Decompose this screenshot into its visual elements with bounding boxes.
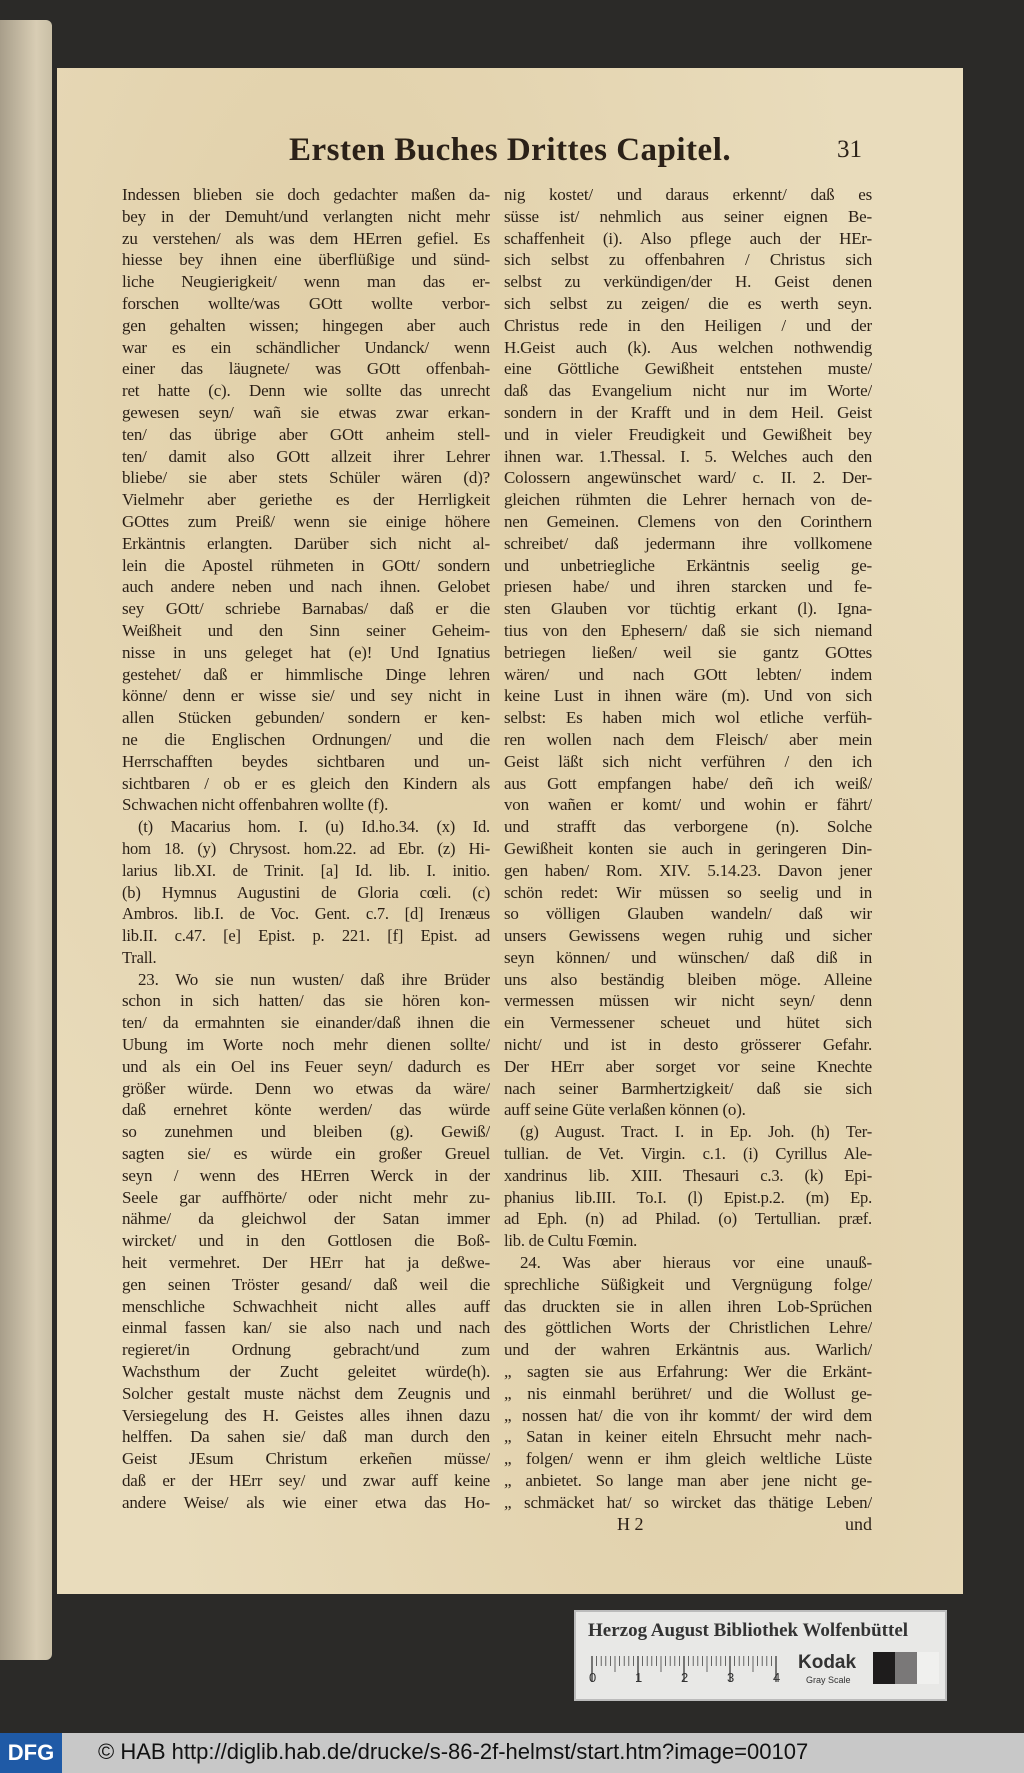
text-line: daß ernehret könte werden/ das würde [122,1100,490,1120]
text-line: sich selbst zu offenbahren / Christus sich [504,250,872,270]
text-line: eine Göttliche Gewißheit entstehen muste/ [504,359,872,379]
text-line: gen haben/ Rom. XIV. 5.14.23. Davon jener [504,860,872,880]
text-line: hiesse bey ihnen eine überflüßige und sünd- [122,250,490,270]
text-line: keine Lust in ihnen wäre (m). Und von sich [504,686,872,706]
text-line: sondern in der Krafft und in dem Heil. Geist [504,402,872,422]
text-line: nen Gemeinen. Clemens von den Corinthern [504,511,872,531]
footnote-line: hom 18. (y) Chrysost. hom.22. ad Ebr. (z) Hi- [122,838,490,858]
text-line: gestehet/ daß er himmlische Dinge lehren [122,664,490,684]
text-line: 23. Wo sie nun wusten/ daß ihre Brüder [138,969,490,989]
running-head: Ersten Buches Drittes Capitel. [289,132,732,168]
text-line: gen seinen Tröster gesand/ daß weil die [122,1274,490,1294]
text-line: priesen habe/ und ihren starcken und fe- [504,577,872,597]
signature-mark: H 2 [617,1514,644,1534]
text-line: heit vermehret. Der HErr hat ja deßwe- [122,1253,490,1273]
ruler-number: 4 [773,1670,781,1685]
text-line: schön redet: Wir müssen so seelig und in [504,882,872,902]
footnote-line: ad Eph. (n) ad Philad. (o) Tertullian. præf. [504,1209,872,1229]
text-line: könne/ denn er wisse sie/ und sey nicht in [122,686,490,706]
text-line: des göttlichen Worts der Christlichen Lehre/ [504,1318,872,1338]
text-line: „ sagten sie aus Erfahrung: Wer die Erkänt- [504,1362,872,1382]
text-line: menschliche Schwachheit nicht alles auff [122,1296,490,1316]
text-line: GOttes zum Preiß/ wenn sie einige höhere [122,511,490,531]
text-line: einer das läugnete/ was GOtt offenbah- [122,359,490,379]
text-line: selbst: Es haben mich wol etliche verfüh- [504,708,872,728]
text-line: und der wahren Erkäntnis aus. Warlich/ [504,1340,872,1360]
text-line: Indessen blieben sie doch gedachter maßen da- [122,185,490,204]
text-line: sprechliche Süßigkeit und Vergnügung folge/ [504,1274,872,1294]
text-line: zu verstehen/ als was dem HErren gefiel. Es [122,228,490,248]
book-page [57,68,963,1594]
text-line: „ schmäcket hat/ so wircket das thätige Leben/ [504,1492,872,1512]
dfg-logo: DFG [0,1733,62,1773]
footnote-line: (t) Macarius hom. I. (u) Id.ho.34. (x) Id. [138,817,490,837]
text-line: betriegen ließen/ weil sie gantz GOttes [504,642,872,662]
text-line: seyn können/ und wünschen/ daß diß in [504,947,872,967]
text-line: seyn / wenn des HErren Werck in der [122,1165,490,1185]
scan-color-target-label [574,1610,947,1701]
text-line: nig kostet/ und daraus erkennt/ daß es [504,185,872,204]
text-line: allen Stücken gebunden/ sondern er ken- [122,708,490,728]
text-line: Colossern angewünschet ward/ c. II. 2. Der- [504,468,872,488]
text-line: gewesen seyn/ wañ sie etwas zwar erkan- [122,402,490,422]
text-line: Wachsthum der Zucht geleitet würde(h). [122,1362,490,1382]
text-line: wircket/ und in den Gottlosen die Boß- [122,1231,490,1251]
text-line: uns also beständig bleiben möge. Alleine [504,969,872,989]
text-line: sey GOtt/ schriebe Barnabas/ daß er die [122,599,490,619]
text-line: liche Neugierigkeit/ wenn man das er- [122,272,490,292]
footer-bar [0,1733,1024,1773]
text-line: Geist JEsum Christum erkeñen müsse/ [122,1449,490,1469]
kodak-brand: Kodak [798,1652,857,1673]
text-line: auff seine Güte verlaßen können (o). [504,1100,746,1120]
text-line: „ Satan in keiner eiteln Ehrsucht mehr nach- [504,1427,872,1447]
text-line: Versiegelung des H. Geistes alles ihnen dazu [122,1405,490,1425]
text-line: ten/ das übrige aber GOtt anheim stell- [122,424,490,444]
text-line: nisse in uns geleget hat (e)! Und Ignatius [122,642,490,662]
footnote-line: lib.II. c.47. [e] Epist. p. 221. [f] Epist. ad [122,926,490,946]
text-line: ten/ damit also GOtt allzeit ihrer Lehrer [122,446,490,466]
ruler-number: 1 [635,1670,643,1685]
text-line: gleichen rühmten die Lehrer hernach von de- [504,490,872,510]
text-line: Weißheit und den Sinn seiner Geheim- [122,620,490,640]
text-line: und in vieler Freudigkeit und Gewißheit bey [504,424,872,444]
text-line: das druckten sie in allen ihren Lob-Sprüchen [504,1296,872,1316]
text-line: Vielmehr aber geriethe es der Herrligkeit [122,490,490,510]
text-line: „ nossen hat/ die von ihr kommt/ der wird dem [504,1405,872,1425]
footnote-line: Ambros. lib.I. de Voc. Gent. c.7. [d] Irenæus [122,904,490,924]
text-line: andere Weise/ als wie einer etwa das Ho- [122,1492,490,1512]
text-line: sten Glauben vor tüchtig erkant (l). Igna- [504,599,872,619]
text-line: so völligen Glauben wandeln/ daß wir [504,904,872,924]
footnote-line: lib. de Cultu Fœmin. [504,1231,638,1251]
text-line: „ nis einmahl berühret/ und die Wollust ge- [504,1383,872,1403]
text-line: Geist läßt sich nicht verführen / den ich [504,751,872,771]
text-line: Herrschafften beydes sichtbaren und un- [122,751,490,771]
text-line: bliebe/ sie aber stets Schüler wären (d)? [122,468,490,488]
footnote-line: (b) Hymnus Augustini de Gloria cœli. (c) [122,882,490,902]
text-line: ten/ da ermahnten sie einander/daß ihnen die [122,1013,490,1033]
footnote-line: xandrinus lib. XIII. Thesauri c.3. (k) Epi- [504,1165,872,1185]
text-line: Der HErr aber sorget vor seine Knechte [504,1056,872,1076]
text-line: daß das Evangelium nicht nur im Worte/ [504,381,872,401]
right-text-column [504,184,872,1514]
text-line: schreibet/ daß jedermann ihre vollkomene [504,533,872,553]
text-line: Gewißheit konten sie auch in geringeren Din- [504,838,872,858]
text-line: unsers Gewissens wegen ruhig und sicher [504,926,872,946]
text-line: wären/ und nach GOtt lebten/ indem [504,664,872,684]
text-line: „ anbietet. So lange man aber jene nicht ge- [504,1471,872,1491]
text-line: Erkäntnis erlangten. Darüber sich nicht al- [122,533,490,553]
text-line: schon in sich hatten/ das sie hören kon- [122,991,490,1011]
text-line: sich selbst zu zeigen/ die es werth seyn. [504,293,872,313]
text-line: Ubung im Worte noch mehr dienen sollte/ [122,1035,490,1055]
text-line: auch andere neben und nach ihnen. Gelobet [122,577,490,597]
text-line: und als ein Oel ins Feuer seyn/ dadurch es [122,1056,490,1076]
footnote-line: Trall. [122,947,157,967]
text-line: lein die Apostel rühmeten in GOtt/ sondern [122,555,490,575]
text-line: gen gehalten wissen; hingegen aber auch [122,315,490,335]
text-line: selbst zu verkündigen/der H. Geist denen [504,272,872,292]
text-line: tius von den Ephesern/ daß sie sich niemand [504,620,872,640]
source-url[interactable]: © HAB http://diglib.hab.de/drucke/s-86-2f-helmst/start.htm?image=00107 [98,1739,809,1764]
text-line: helffen. Da sahen sie/ daß man durch den [122,1427,490,1447]
ruler-number: 3 [727,1670,735,1685]
text-line: und strafft das verborgene (n). Solche [504,817,872,837]
ruler-number: 2 [681,1670,689,1685]
gray-swatch [873,1652,895,1684]
catchword: und [845,1514,872,1534]
footnote-line: larius lib.XI. de Trinit. [a] Id. lib. I. initio. [122,860,490,880]
text-line: nähme/ da gleichwol der Satan immer [122,1209,490,1229]
text-line: H.Geist auch (k). Aus welchen nothwendig [504,337,872,357]
text-line: Solcher gestalt muste nächst dem Zeugnis und [122,1383,490,1403]
text-line: von wañen er komt/ und wohin er fährt/ [504,795,872,815]
text-line: Christus rede in den Heiligen / und der [504,315,872,335]
text-line: war es ein schändlicher Undanck/ wenn [122,337,490,357]
text-line: sagten sie/ es würde ein großer Greuel [122,1144,490,1164]
text-line: Schwachen nicht offenbahren wollte (f). [122,795,389,815]
page-number: 31 [837,136,862,163]
footnote-line: (g) August. Tract. I. in Ep. Joh. (h) Ter- [520,1122,872,1142]
previous-page-edge [0,20,52,1660]
text-line: einmal fassen kan/ sie also nach und nach [122,1318,490,1338]
footnote-line: tullian. de Vet. Virgin. c.1. (i) Cyrillus Ale- [504,1144,872,1164]
text-line: nach seiner Barmhertzigkeit/ daß sie sich [504,1078,872,1098]
text-line: ren wollen nach dem Fleisch/ aber mein [504,729,872,749]
left-text-column [122,184,490,1514]
text-line: bey in der Demuht/und verlangten nicht mehr [122,206,490,226]
text-line: ne die Englischen Ordnungen/ und die [122,729,490,749]
gray-swatch [895,1652,917,1684]
text-line: ret hatte (c). Denn wie sollte das unrecht [122,381,490,401]
text-line: forschen wollte/was GOtt wollte verbor- [122,293,490,313]
text-line: „ folgen/ wenn er ihm gleich weltliche Lüste [504,1449,872,1469]
text-line: ein Vermessener scheuet und hütet sich [504,1013,872,1033]
text-line: größer würde. Denn wo etwas da wäre/ [122,1078,490,1098]
text-line: sichtbaren / ob er es gleich den Kindern als [122,773,490,793]
gray-swatch [917,1652,939,1684]
text-line: schaffenheit (i). Also pflege auch der HEr- [504,228,872,248]
gray-scale-label: Gray Scale [806,1675,851,1685]
text-line: Seele gar auffhörte/ oder nicht mehr zu- [122,1187,490,1207]
text-line: daß er der HErr sey/ und zwar auff keine [122,1471,490,1491]
text-line: nicht/ und ist in desto grösserer Gefahr. [504,1035,872,1055]
text-line: süsse ist/ nehmlich aus seiner eignen Be- [504,206,872,226]
text-line: vermessen müssen wir nicht seyn/ denn [504,991,872,1011]
text-line: und unbetriegliche Erkäntnis seelig ge- [504,555,872,575]
library-name: Herzog August Bibliothek Wolfenbüttel [588,1620,909,1641]
text-line: ihnen war. 1.Thessal. I. 5. Welches auch den [504,446,872,466]
text-line: 24. Was aber hieraus vor eine unauß- [520,1253,872,1273]
text-line: regieret/in Ordnung gebracht/und zum [122,1340,490,1360]
ruler-number: 0 [589,1670,597,1685]
footnote-line: phanius lib.III. To.I. (l) Epist.p.2. (m) Ep. [504,1187,872,1207]
text-line: aus Gott empfangen habe/ deñ ich weiß/ [504,773,872,793]
text-line: so zunehmen und bleiben (g). Gewiß/ [122,1122,490,1142]
